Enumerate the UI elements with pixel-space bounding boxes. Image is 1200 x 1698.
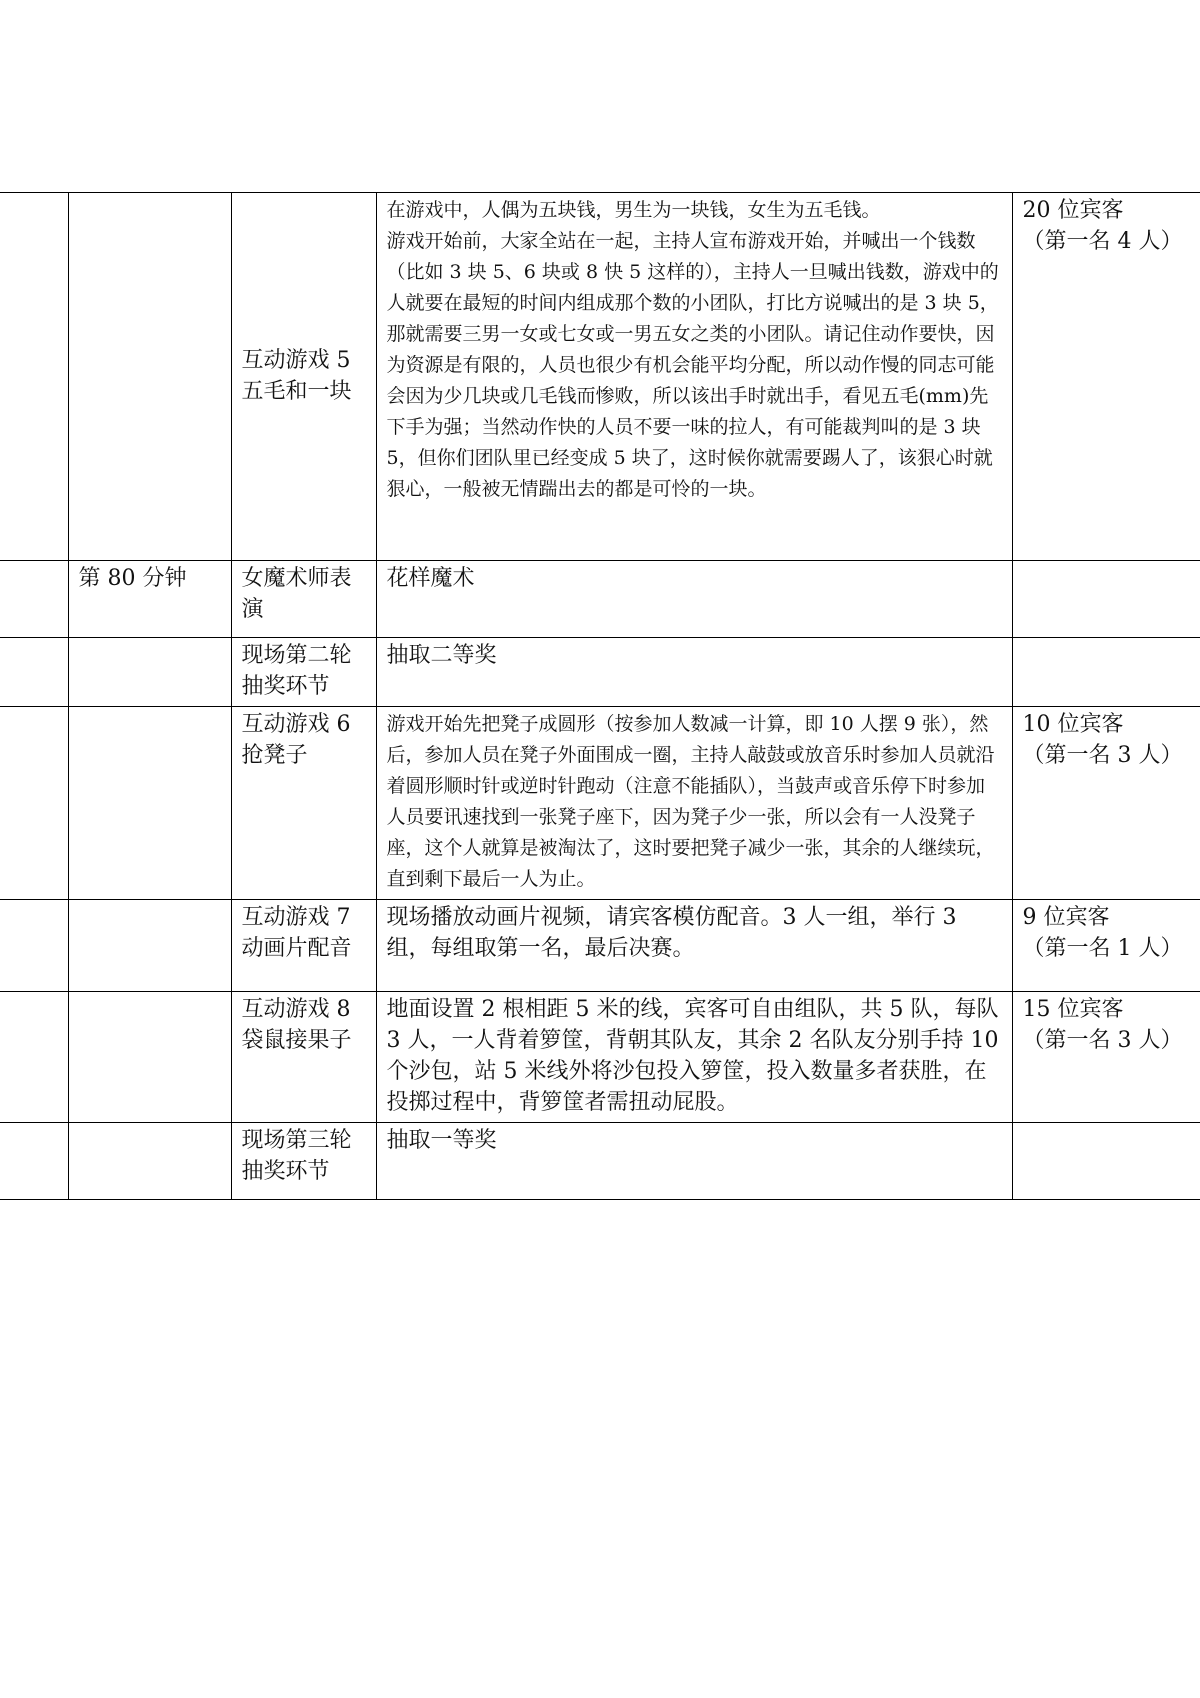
- time-cell: [68, 1123, 231, 1200]
- item-line: 抢凳子: [241, 743, 308, 768]
- schedule-table: [0, 192, 1200, 1200]
- table-row: [0, 193, 1200, 561]
- prize-cell: [1012, 193, 1200, 561]
- content-cell: [376, 900, 1012, 992]
- item-line: 抽奖环节: [241, 674, 330, 699]
- time-cell: [68, 707, 231, 900]
- item-line: 互动游戏 7: [241, 905, 351, 930]
- content-cell: [376, 638, 1012, 707]
- prize-cell: [1012, 992, 1200, 1123]
- content-paragraph: 抽取二等奖: [386, 643, 497, 668]
- time-cell: [68, 900, 231, 992]
- table-row: [0, 1123, 1200, 1200]
- time-cell: [68, 992, 231, 1123]
- item-line: 袋鼠接果子: [241, 1028, 352, 1053]
- content-paragraph: 游戏开始先把凳子成圆形（按参加人数减一计算，即 10 人摆 9 张），然后，参加人员在凳子外面围成一圈，主持人敲鼓或放音乐时参加人员就沿着圆形顺时针或逆时针跑动（注意不能插队），当鼓声或音乐停下时参加人员要讯速找到一张凳子座下，因为凳子少一张，所以会有一人没凳子座，这个人就算是被淘汰了，这时要把凳子减少一张，其余的人继续玩，直到剩下最后一人为止。: [386, 713, 995, 890]
- table-row: [0, 561, 1200, 638]
- group-cell: [0, 992, 68, 1123]
- group-cell: [0, 707, 68, 900]
- table-row: [0, 992, 1200, 1123]
- group-cell: [0, 561, 68, 638]
- time-cell: [68, 193, 231, 561]
- item-cell: [231, 992, 376, 1123]
- prize-line: 10 位宾客: [1022, 712, 1124, 737]
- content-cell: [376, 561, 1012, 638]
- item-line: 演: [241, 597, 264, 622]
- prize-line: （第一名 3 人）: [1022, 1028, 1183, 1053]
- item-cell: [231, 638, 376, 707]
- table-row: [0, 707, 1200, 900]
- content-paragraph: 游戏开始前，大家全站在一起，主持人宣布游戏开始，并喊出一个钱数（比如 3 块 5、6 块或 8 快 5 这样的），主持人一旦喊出钱数，游戏中的人就要在最短的时间内组成那个数的小团队，打比方说喊出的是 3 块 5，那就需要三男一女或七女或一男五女之类的小团队。请记住动作要快，因为资源是有限的，人员也很少有机会能平均分配，所以动作慢的同志可能会因为少几块或几毛钱而惨败，所以该出手时就出手，看见五毛(mm)先下手为强；当然动作快的人员不要一味的拉人，有可能裁判叫的是 3 块 5，但你们团队里已经变成 5 块了，这时候你就需要踢人了，该狠心时就狠心，一般被无情踹出去的都是可怜的一块。: [386, 230, 999, 500]
- prize-cell: [1012, 561, 1200, 638]
- item-line: 女魔术师表: [241, 566, 352, 591]
- content-cell: [376, 193, 1012, 561]
- prize-line: （第一名 4 人）: [1022, 229, 1183, 254]
- prize-line: （第一名 3 人）: [1022, 743, 1183, 768]
- group-cell: [0, 1123, 68, 1200]
- item-line: 抽奖环节: [241, 1159, 330, 1184]
- prize-line: （第一名 1 人）: [1022, 936, 1183, 961]
- prize-line: 9 位宾客: [1022, 905, 1110, 930]
- item-line: 五毛和一块: [241, 378, 352, 404]
- item-line: 现场第二轮: [241, 643, 352, 668]
- item-cell: [231, 900, 376, 992]
- item-cell: [231, 707, 376, 900]
- prize-cell: [1012, 900, 1200, 992]
- item-cell: [231, 561, 376, 638]
- time-cell: 第 80 分钟: [68, 561, 231, 638]
- item-line: 现场第三轮: [241, 1128, 352, 1153]
- prize-line: 20 位宾客: [1022, 198, 1124, 223]
- prize-cell: [1012, 638, 1200, 707]
- content-cell: [376, 707, 1012, 900]
- content-cell: [376, 992, 1012, 1123]
- content-paragraph: 花样魔术: [386, 566, 475, 591]
- item-line: 互动游戏 6: [241, 712, 351, 737]
- item-line: 动画片配音: [241, 936, 352, 961]
- group-cell: [0, 900, 68, 992]
- prize-cell: [1012, 1123, 1200, 1200]
- content-paragraph: 现场播放动画片视频，请宾客模仿配音。3 人一组，举行 3 组，每组取第一名，最后决赛。: [386, 905, 957, 961]
- content-paragraph: 在游戏中，人偶为五块钱，男生为一块钱，女生为五毛钱。: [386, 199, 881, 221]
- prize-cell: [1012, 707, 1200, 900]
- item-line: 互动游戏 5: [241, 347, 351, 373]
- item-line: 互动游戏 8: [241, 997, 351, 1022]
- content-paragraph: 抽取一等奖: [386, 1128, 497, 1153]
- group-cell: [0, 638, 68, 707]
- group-cell: [0, 193, 68, 561]
- table-row: [0, 900, 1200, 992]
- prize-line: 15 位宾客: [1022, 997, 1124, 1022]
- content-cell: [376, 1123, 1012, 1200]
- content-paragraph: 地面设置 2 根相距 5 米的线，宾客可自由组队，共 5 队，每队 3 人，一人背着箩筐，背朝其队友，其余 2 名队友分别手持 10 个沙包，站 5 米线外将沙包投入箩筐，投入数量多者获胜，在投掷过程中，背箩筐者需扭动屁股。: [386, 997, 999, 1115]
- item-cell: [231, 193, 376, 561]
- table-row: [0, 638, 1200, 707]
- time-cell: [68, 638, 231, 707]
- item-cell: [231, 1123, 376, 1200]
